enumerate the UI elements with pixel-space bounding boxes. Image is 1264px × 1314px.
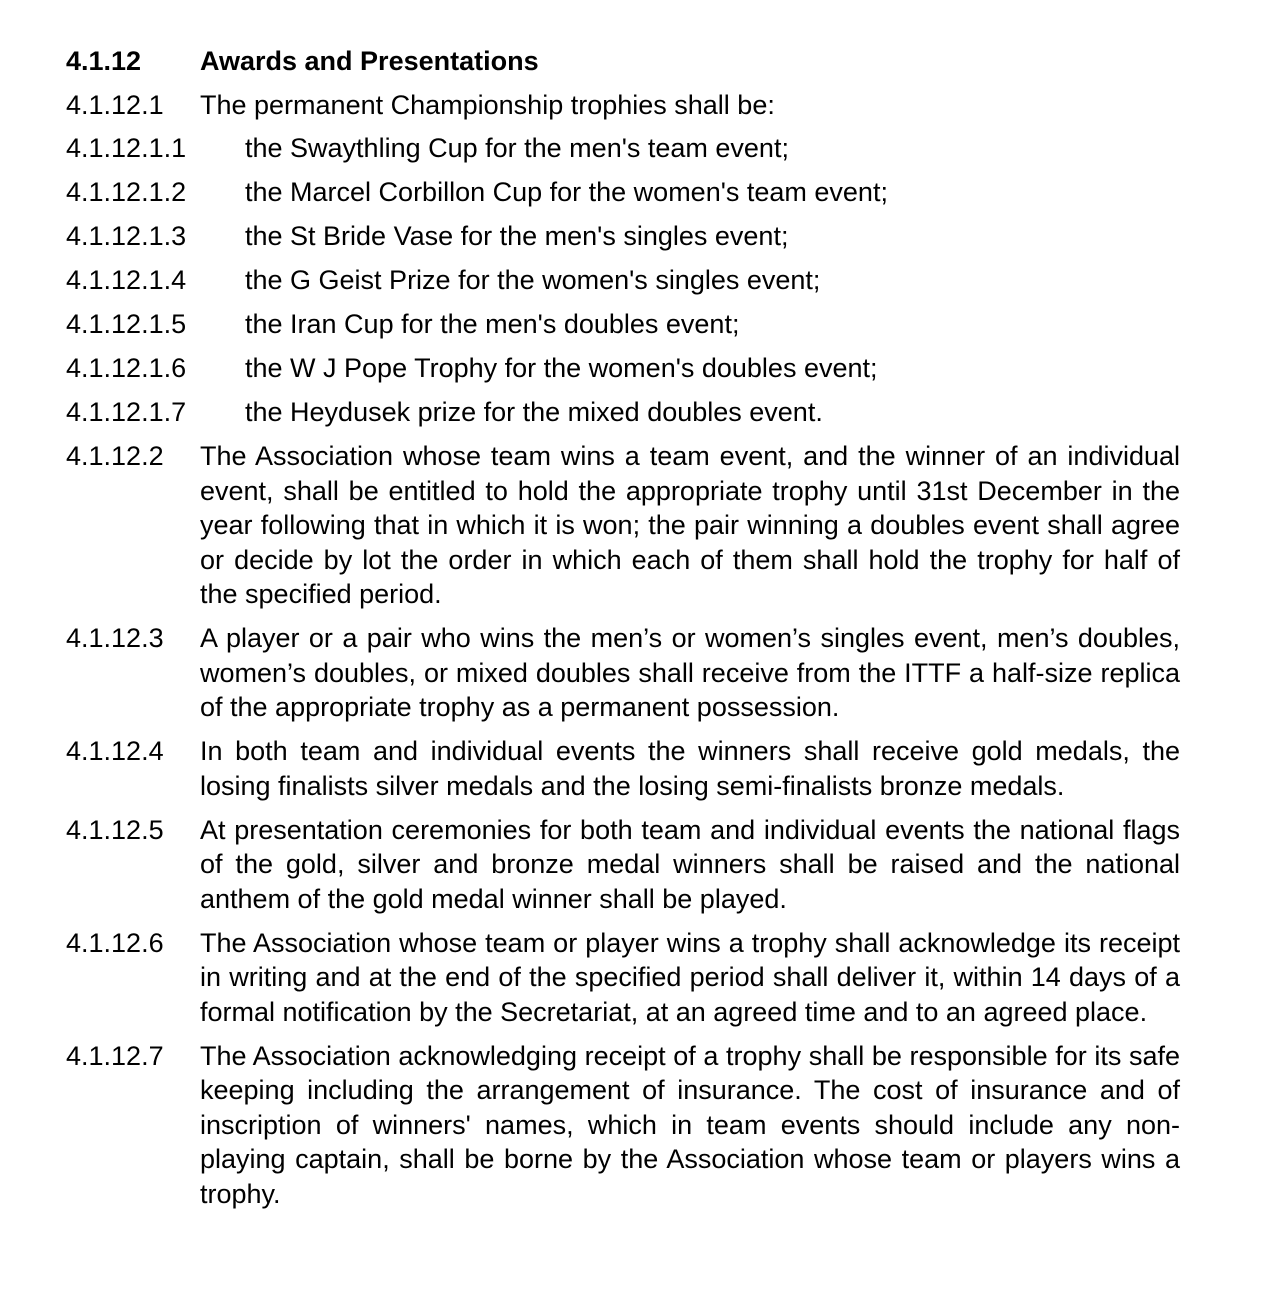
clause-4-1-12-4 [66,734,1180,803]
clause-number: 4.1.12.2 [66,441,164,471]
trophy-text: the G Geist Prize for the women's singles event; [245,265,821,295]
clause-4-1-12-7 [66,1039,1180,1212]
clause-text: In both team and individual events the winners shall receive gold medals, the losing finalists silver medals and the losing semi-finalists bronze medals. [200,736,1180,801]
clause-4-1-12-2 [66,439,1180,612]
clause-text: At presentation ceremonies for both team and individual events the national flags of the gold, silver and bronze medal winners shall be raised and the national anthem of the gold medal winner shall be played. [200,814,1180,914]
clause-text: The Association acknowledging receipt of a trophy shall be responsible for its safe keeping including the arrangement of insurance. The cost of insurance and of inscription of winners' names, which in team events should include any non-playing captain, shall be borne by the Association whose team or players wins a trophy. [200,1040,1180,1209]
trophy-text: the St Bride Vase for the men's singles event; [245,221,789,251]
clause-4-1-12-5 [66,813,1180,917]
trophy-item [66,175,1180,210]
section-number: 4.1.12 [66,46,142,76]
clause-4-1-12-3 [66,621,1180,725]
trophy-item [66,263,1180,298]
document-page [66,44,1180,1221]
trophy-text: the Heydusek prize for the mixed doubles event. [245,397,823,427]
clause-text: The permanent Championship trophies shall be: [200,89,775,120]
trophy-number: 4.1.12.1.1 [66,133,187,163]
clause-number: 4.1.12.1 [66,89,164,120]
trophy-number: 4.1.12.1.4 [66,265,187,295]
trophy-number: 4.1.12.1.6 [66,353,187,383]
clause-4-1-12-1 [66,88,1180,123]
clause-text: The Association whose team or player wins a trophy shall acknowledge its receipt in writing and at the end of the specified period shall deliver it, within 14 days of a formal notification by the Secretariat, at an agreed time and to an agreed place. [200,927,1180,1027]
trophy-number: 4.1.12.1.5 [66,309,187,339]
clause-text: The Association whose team wins a team event, and the winner of an individual event, shall be entitled to hold the appropriate trophy until 31st December in the year following that in which it is won; the pair winning a doubles event shall agree or decide by lot the order in which each of them shall hold the trophy for half of the specified period. [200,441,1180,609]
trophy-number: 4.1.12.1.2 [66,177,187,207]
clause-4-1-12-6 [66,926,1180,1030]
trophy-text: the Marcel Corbillon Cup for the women's team event; [245,177,888,207]
section-title: Awards and Presentations [200,46,539,76]
trophy-text: the Iran Cup for the men's doubles event; [245,309,740,339]
clause-number: 4.1.12.5 [66,814,164,845]
trophy-number: 4.1.12.1.3 [66,221,187,251]
section-heading [66,44,1180,79]
trophy-item [66,131,1180,166]
trophy-number: 4.1.12.1.7 [66,397,187,427]
clause-number: 4.1.12.3 [66,623,164,653]
trophy-item [66,219,1180,254]
clause-number: 4.1.12.7 [66,1040,164,1071]
trophy-text: the Swaythling Cup for the men's team event; [245,133,789,163]
clause-text: A player or a pair who wins the men’s or women’s singles event, men’s doubles, women’s doubles, or mixed doubles shall receive from the ITTF a half-size replica of the appropriate trophy as a permanent possession. [200,623,1180,722]
trophy-text: the W J Pope Trophy for the women's doubles event; [245,353,878,383]
trophy-item [66,351,1180,386]
trophy-item [66,307,1180,342]
clause-number: 4.1.12.4 [66,736,164,766]
trophy-item [66,395,1180,430]
clause-number: 4.1.12.6 [66,927,164,958]
